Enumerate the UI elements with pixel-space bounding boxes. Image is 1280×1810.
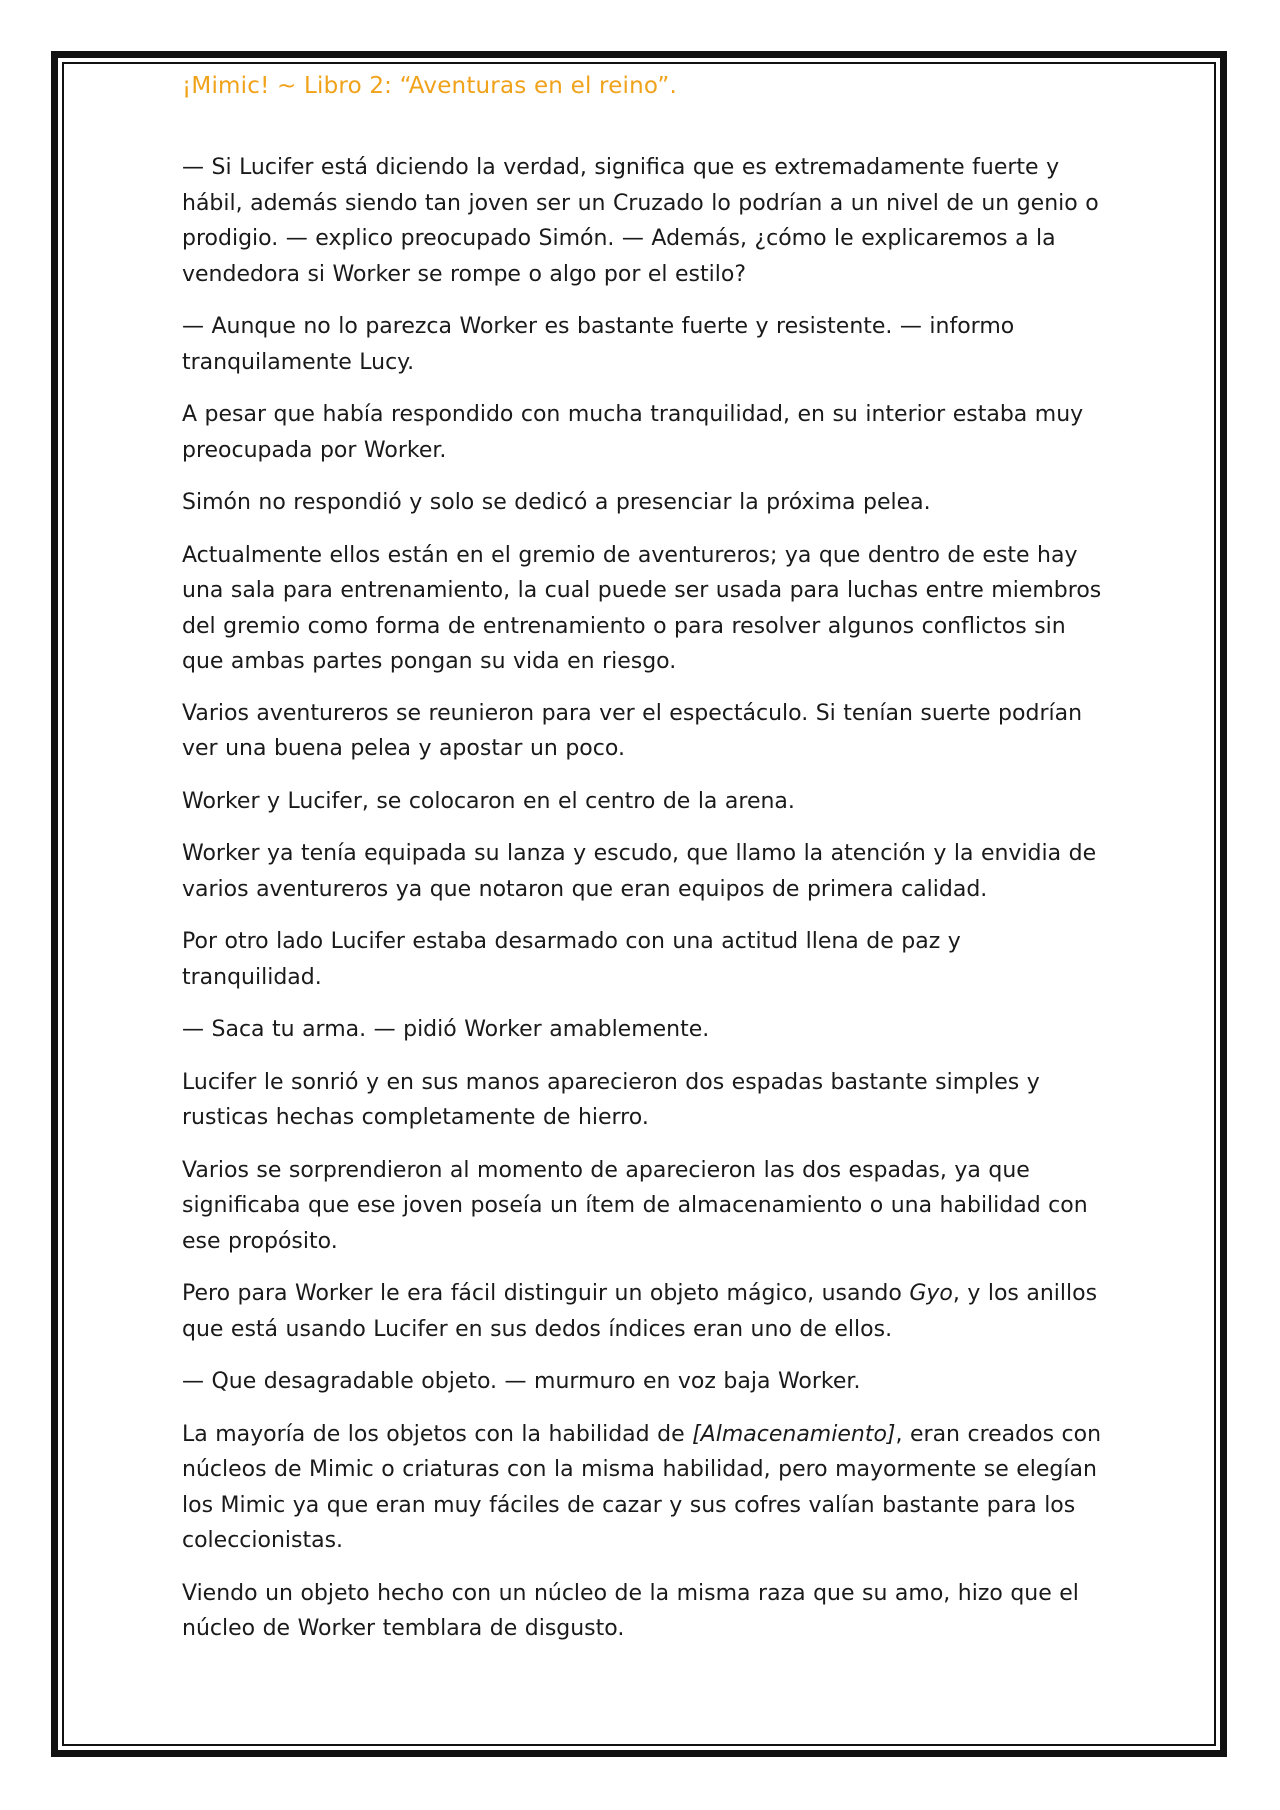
paragraph-5: Actualmente ellos están en el gremio de aventureros; ya que dentro de este hay una sala para entrenamiento, la cual puede ser usada para luchas entre miembros del gremio como forma de entrenamiento o para resolver algunos conflictos sin que ambas partes pongan su vida en riesgo. — [182, 542, 1102, 674]
paragraph-7: Worker y Lucifer, se colocaron en el centro de la arena. — [182, 788, 795, 814]
storage-term: [Almacenamiento] — [692, 1421, 896, 1447]
paragraph-3: A pesar que había respondido con mucha tranquilidad, en su interior estaba muy preocupada por Worker. — [182, 402, 1084, 463]
paragraph-11: Lucifer le sonrió y en sus manos aparecieron dos espadas bastante simples y rusticas hechas completamente de hierro. — [182, 1069, 1040, 1130]
paragraph-15 — [182, 1417, 1102, 1559]
paragraph-4: Simón no respondió y solo se dedicó a presenciar la próxima pelea. — [182, 490, 931, 515]
gyo-text-before: Pero para Worker le era fácil distinguir un objeto mágico, usando — [182, 1281, 910, 1306]
page-body — [182, 150, 1102, 1664]
storage-text-after: , eran creados con núcleos de Mimic o criaturas con la misma habilidad, pero mayormente se elegían los Mimic ya que eran muy fáciles de cazar y sus cofres valían bastante para los coleccionistas. — [182, 1421, 1102, 1553]
storage-text-before: La mayoría de los objetos con la habilidad de — [182, 1421, 693, 1447]
paragraph-14: — Que desagradable objeto. — murmuro en voz baja Worker. — [182, 1369, 861, 1394]
paragraph-8: Worker ya tenía equipada su lanza y escudo, que llamo la atención y la envidia de varios aventureros ya que notaron que eran equipos de primera calidad. — [182, 841, 1097, 902]
paragraph-6: Varios aventureros se reunieron para ver el espectáculo. Si tenían suerte podrían ver una buena pelea y apostar un poco. — [182, 700, 1083, 761]
book-header: ¡Mimic! ~ Libro 2: “Aventuras en el reino”. — [182, 73, 677, 99]
gyo-text-after: , y los anillos que está usando Lucifer en sus dedos índices eran uno de ellos. — [182, 1281, 1098, 1342]
paragraph-16: Viendo un objeto hecho con un núcleo de la misma raza que su amo, hizo que el núcleo de Worker temblara de disgusto. — [182, 1580, 1079, 1641]
paragraph-9: Por otro lado Lucifer estaba desarmado con una actitud llena de paz y tranquilidad. — [182, 929, 961, 990]
paragraph-13 — [182, 1276, 1102, 1347]
paragraph-12: Varios se sorprendieron al momento de aparecieron las dos espadas, ya que significaba que ese joven poseía un ítem de almacenamiento o una habilidad con ese propósito. — [182, 1157, 1088, 1254]
paragraph-2: — Aunque no lo parezca Worker es bastante fuerte y resistente. — informo tranquilamente Lucy. — [182, 314, 1015, 375]
paragraph-10: — Saca tu arma. — pidió Worker amablemente. — [182, 1017, 710, 1042]
gyo-term: Gyo — [909, 1281, 953, 1306]
paragraph-1: — Si Lucifer está diciendo la verdad, significa que es extremadamente fuerte y hábil, además siendo tan joven ser un Cruzado lo podrían a un nivel de un genio o prodigio. — explico preocupado Simón. — Además, ¿cómo le explicaremos a la vendedora si Worker se rompe o algo por el estilo? — [182, 155, 1099, 287]
